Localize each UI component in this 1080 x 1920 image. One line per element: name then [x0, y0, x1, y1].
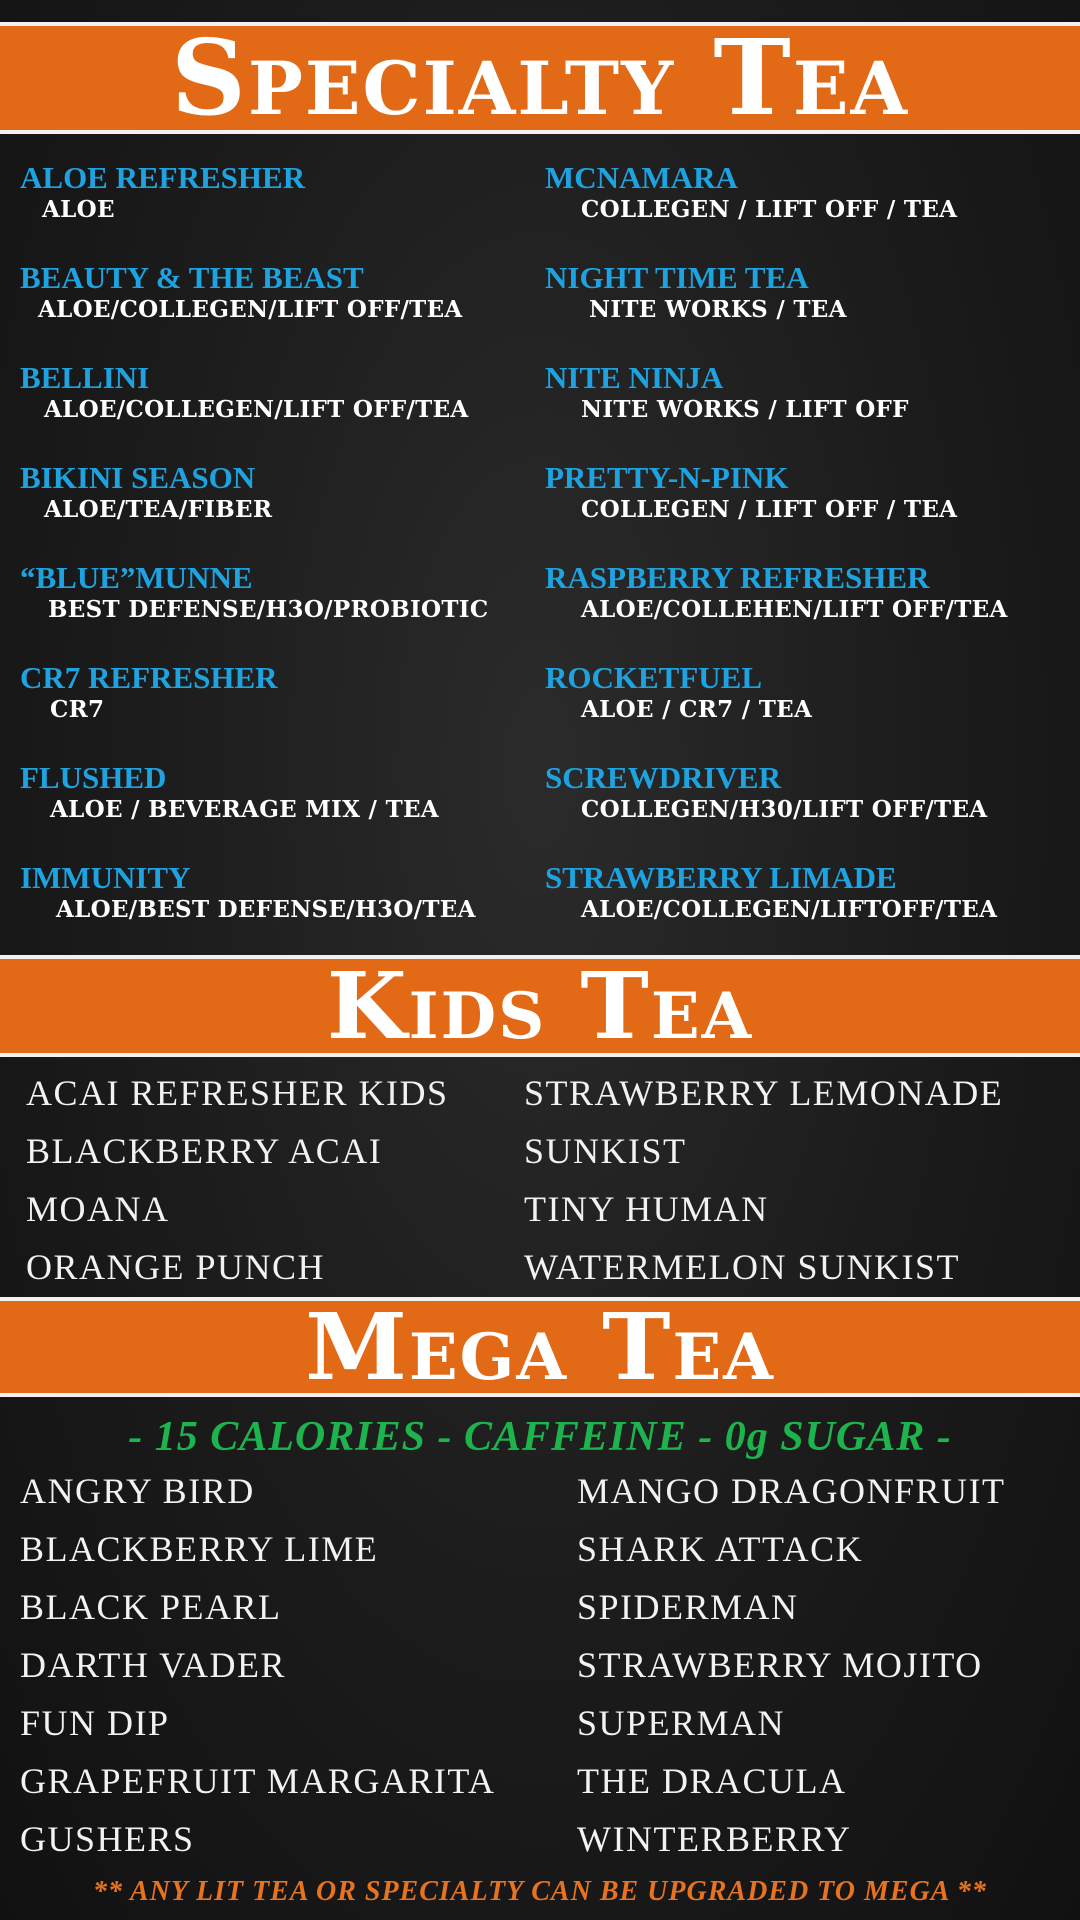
specialty-item: [545, 160, 1070, 260]
kids-item: SUNKIST: [524, 1131, 687, 1171]
specialty-item: [545, 760, 1070, 860]
item-name: SCREWDRIVER: [545, 760, 781, 795]
item-name: “BLUE”MUNNE: [20, 560, 253, 595]
mega-tea-title: Mega Tea: [305, 1293, 775, 1401]
specialty-item: [20, 560, 530, 660]
mega-upgrade-note: ** ANY LIT TEA OR SPECIALTY CAN BE UPGRADED TO MEGA **: [93, 1876, 987, 1907]
item-name: IMMUNITY: [20, 860, 191, 895]
item-ingredients: ALOE/COLLEGEN/LIFTOFF/TEA: [581, 896, 998, 923]
mega-item: THE DRACULA: [577, 1761, 847, 1801]
item-name: PRETTY-N-PINK: [545, 460, 789, 495]
item-ingredients: ALOE / CR7 / TEA: [581, 696, 813, 723]
item-ingredients: BEST DEFENSE/H3O/PROBIOTIC: [48, 596, 489, 623]
mega-right-column: [577, 1462, 1077, 1868]
item-name: FLUSHED: [20, 760, 167, 795]
kids-item: MOANA: [26, 1189, 170, 1229]
item-name: BIKINI SEASON: [20, 460, 256, 495]
mega-item: STRAWBERRY MOJITO: [577, 1645, 983, 1685]
item-ingredients: ALOE: [42, 196, 115, 223]
item-name: BEAUTY & THE BEAST: [20, 260, 364, 295]
mega-item: WINTERBERRY: [577, 1819, 852, 1859]
item-ingredients: NITE WORKS / LIFT OFF: [581, 396, 909, 423]
mega-item: DARTH VADER: [20, 1645, 287, 1685]
item-name: MCNAMARA: [545, 160, 738, 195]
mega-item: MANGO DRAGONFRUIT: [577, 1471, 1006, 1511]
kids-item: WATERMELON SUNKIST: [524, 1247, 960, 1287]
mega-item: BLACK PEARL: [20, 1587, 282, 1627]
specialty-item: [545, 460, 1070, 560]
mega-item: GRAPEFRUIT MARGARITA: [20, 1761, 496, 1801]
item-name: STRAWBERRY LIMADE: [545, 860, 897, 895]
specialty-tea-title: Specialty Tea: [170, 16, 910, 139]
item-name: ROCKETFUEL: [545, 660, 763, 695]
specialty-item: [545, 260, 1070, 360]
mega-tagline: - 15 CALORIES - CAFFEINE - 0g SUGAR -: [128, 1414, 952, 1460]
mega-left-column: [20, 1462, 560, 1868]
item-name: ALOE REFRESHER: [20, 160, 306, 195]
specialty-item: [20, 660, 530, 760]
item-ingredients: ALOE/COLLEGEN/LIFT OFF/TEA: [38, 296, 463, 323]
specialty-item: [545, 860, 1070, 960]
specialty-item: [20, 460, 530, 560]
item-ingredients: COLLEGEN / LIFT OFF / TEA: [581, 496, 958, 523]
kids-item: STRAWBERRY LEMONADE: [524, 1073, 1004, 1113]
specialty-item: [20, 260, 530, 360]
item-ingredients: ALOE / BEVERAGE MIX / TEA: [50, 796, 439, 823]
item-ingredients: COLLEGEN/H30/LIFT OFF/TEA: [581, 796, 988, 823]
mega-item: SUPERMAN: [577, 1703, 786, 1743]
kids-left-column: [26, 1064, 506, 1296]
specialty-item: [20, 360, 530, 460]
item-name: BELLINI: [20, 360, 150, 395]
item-ingredients: ALOE/COLLEHEN/LIFT OFF/TEA: [581, 596, 1008, 623]
specialty-item: [545, 360, 1070, 460]
item-ingredients: ALOE/COLLEGEN/LIFT OFF/TEA: [44, 396, 469, 423]
item-name: NIGHT TIME TEA: [545, 260, 809, 295]
mega-item: SPIDERMAN: [577, 1587, 799, 1627]
mega-item: SHARK ATTACK: [577, 1529, 864, 1569]
specialty-tea-banner: [0, 16, 1080, 139]
specialty-item: [20, 760, 530, 860]
item-ingredients: ALOE/BEST DEFENSE/H3O/TEA: [56, 896, 476, 923]
mega-item: ANGRY BIRD: [20, 1471, 255, 1511]
item-name: RASPBERRY REFRESHER: [545, 560, 930, 595]
kids-tea-banner: [0, 952, 1080, 1060]
mega-tea-banner: [0, 1293, 1080, 1401]
kids-item: ACAI REFRESHER KIDS: [26, 1073, 449, 1113]
kids-right-column: [524, 1064, 1074, 1296]
mega-item: BLACKBERRY LIME: [20, 1529, 379, 1569]
kids-tea-title: Kids Tea: [326, 952, 754, 1060]
specialty-right-column: [545, 160, 1070, 960]
specialty-item: [20, 860, 530, 960]
mega-item: GUSHERS: [20, 1819, 195, 1859]
kids-item: ORANGE PUNCH: [26, 1247, 326, 1287]
kids-item: TINY HUMAN: [524, 1189, 769, 1229]
item-name: NITE NINJA: [545, 360, 724, 395]
mega-item: FUN DIP: [20, 1703, 170, 1743]
item-ingredients: CR7: [50, 696, 105, 723]
specialty-item: [20, 160, 530, 260]
specialty-item: [545, 560, 1070, 660]
item-name: CR7 REFRESHER: [20, 660, 278, 695]
specialty-item: [545, 660, 1070, 760]
item-ingredients: NITE WORKS / TEA: [589, 296, 847, 323]
item-ingredients: ALOE/TEA/FIBER: [44, 496, 273, 523]
item-ingredients: COLLEGEN / LIFT OFF / TEA: [581, 196, 958, 223]
kids-item: BLACKBERRY ACAI: [26, 1131, 383, 1171]
specialty-left-column: [20, 160, 530, 960]
